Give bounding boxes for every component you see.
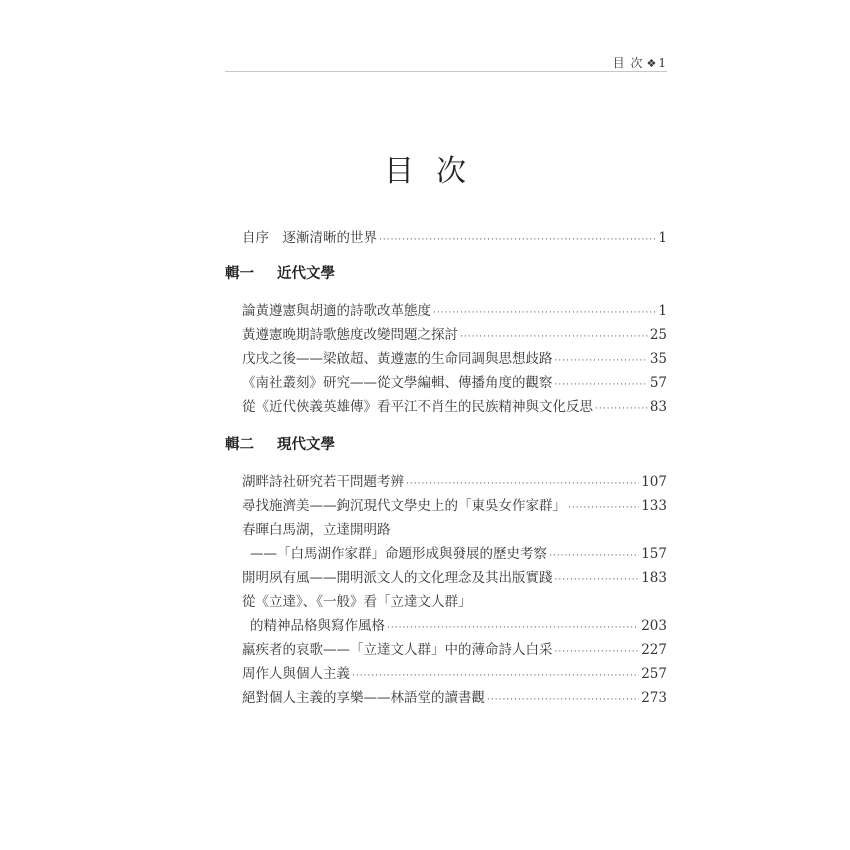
toc-entry[interactable] xyxy=(225,590,667,614)
toc-entry-continuation[interactable] xyxy=(225,614,667,638)
toc-entry-subtitle: ——「白馬湖作家群」命題形成與發展的歷史考察 xyxy=(250,546,547,562)
toc-entry[interactable] xyxy=(225,347,667,371)
running-header-text: 目 次 xyxy=(612,56,644,70)
toc-entry-title: 湖畔詩社研究若干問題考辨 xyxy=(242,474,404,490)
header-rule xyxy=(225,71,667,72)
toc-entry-page: 57 xyxy=(649,375,667,391)
dot-leader xyxy=(487,688,639,712)
toc-entry-subtitle: 的精神品格與寫作風格 xyxy=(250,618,385,634)
toc-entry-title: 尋找施濟美——鉤沉現代文學史上的「東吳女作家群」 xyxy=(242,498,566,514)
toc-entry-page: 133 xyxy=(641,498,667,514)
dot-leader xyxy=(595,397,648,421)
toc-entry-page: 25 xyxy=(649,327,667,343)
section-name: 近代文學 xyxy=(277,266,335,282)
toc-entry-title: 羸疾者的哀歌——「立達文人群」中的薄命詩人白采 xyxy=(242,642,553,658)
toc-entry-page: 203 xyxy=(641,618,667,634)
toc-entry-page: 227 xyxy=(641,642,667,658)
section-name: 現代文學 xyxy=(277,437,335,453)
toc-entry-title: 從《立達》、《一般》看「立達文人群」 xyxy=(242,594,472,610)
dot-leader xyxy=(352,664,639,688)
toc-entry-title: 春暉白馬湖，立達開明路 xyxy=(242,522,391,538)
toc-entry-page: 273 xyxy=(641,690,667,706)
toc-entry-page: 157 xyxy=(641,546,667,562)
toc-entry[interactable] xyxy=(225,686,667,710)
toc-entry-title: 《南社叢刻》研究——從文學編輯、傳播角度的觀察 xyxy=(242,375,553,391)
dot-leader xyxy=(406,472,639,496)
dot-leader xyxy=(555,640,640,664)
dot-leader xyxy=(433,301,656,325)
section-label: 輯一 xyxy=(225,266,254,282)
toc-entry-continuation[interactable] xyxy=(225,542,667,566)
toc-entry[interactable] xyxy=(225,371,667,395)
toc-entry[interactable] xyxy=(225,299,667,323)
dot-leader xyxy=(460,325,648,349)
toc-entry[interactable] xyxy=(225,518,667,542)
diamond-ornament-icon: ❖ xyxy=(646,57,658,70)
toc-entry[interactable] xyxy=(225,638,667,662)
toc-entry-title: 自序 逐漸清晰的世界 xyxy=(242,230,377,246)
dot-leader xyxy=(555,349,648,373)
toc-entry-title: 黃遵憲晚期詩歌態度改變問題之探討 xyxy=(242,327,458,343)
section-heading-2 xyxy=(225,433,667,457)
dot-leader xyxy=(549,544,639,568)
toc-entry-preface[interactable] xyxy=(225,226,667,250)
toc-entry-title: 開明夙有風——開明派文人的文化理念及其出版實踐 xyxy=(242,570,553,586)
section-label: 輯二 xyxy=(225,437,254,453)
toc-entry-title: 論黃遵憲與胡適的詩歌改革態度 xyxy=(242,303,431,319)
toc-entry-page: 107 xyxy=(641,474,667,490)
dot-leader xyxy=(387,616,639,640)
running-header xyxy=(225,54,667,70)
toc-entry-title: 絕對個人主義的享樂——林語堂的讀書觀 xyxy=(242,690,485,706)
running-header-page-number: 1 xyxy=(658,56,667,70)
toc-entry[interactable] xyxy=(225,494,667,518)
toc-entry[interactable] xyxy=(225,566,667,590)
toc-entry-title: 周作人與個人主義 xyxy=(242,666,350,682)
toc-entry[interactable] xyxy=(225,323,667,347)
toc-entry[interactable] xyxy=(225,470,667,494)
toc-entry[interactable] xyxy=(225,395,667,419)
toc-entry-page: 35 xyxy=(649,351,667,367)
toc-entry-page: 183 xyxy=(641,570,667,586)
toc-entry-page: 257 xyxy=(641,666,667,682)
toc-entry-page: 1 xyxy=(658,303,667,319)
toc-entry-title: 從《近代俠義英雄傳》看平江不肖生的民族精神與文化反思 xyxy=(242,399,593,415)
dot-leader xyxy=(568,496,639,520)
dot-leader xyxy=(555,373,648,397)
section-heading-1 xyxy=(225,262,667,286)
page-title: 目次 xyxy=(384,154,488,190)
toc-entry[interactable] xyxy=(225,662,667,686)
toc-entry-title: 戊戌之後——梁啟超、黃遵憲的生命同調與思想歧路 xyxy=(242,351,553,367)
toc-entry-page: 83 xyxy=(649,399,667,415)
table-of-contents xyxy=(225,226,667,710)
dot-leader xyxy=(379,228,656,252)
dot-leader xyxy=(555,568,640,592)
toc-entry-page: 1 xyxy=(658,230,667,246)
